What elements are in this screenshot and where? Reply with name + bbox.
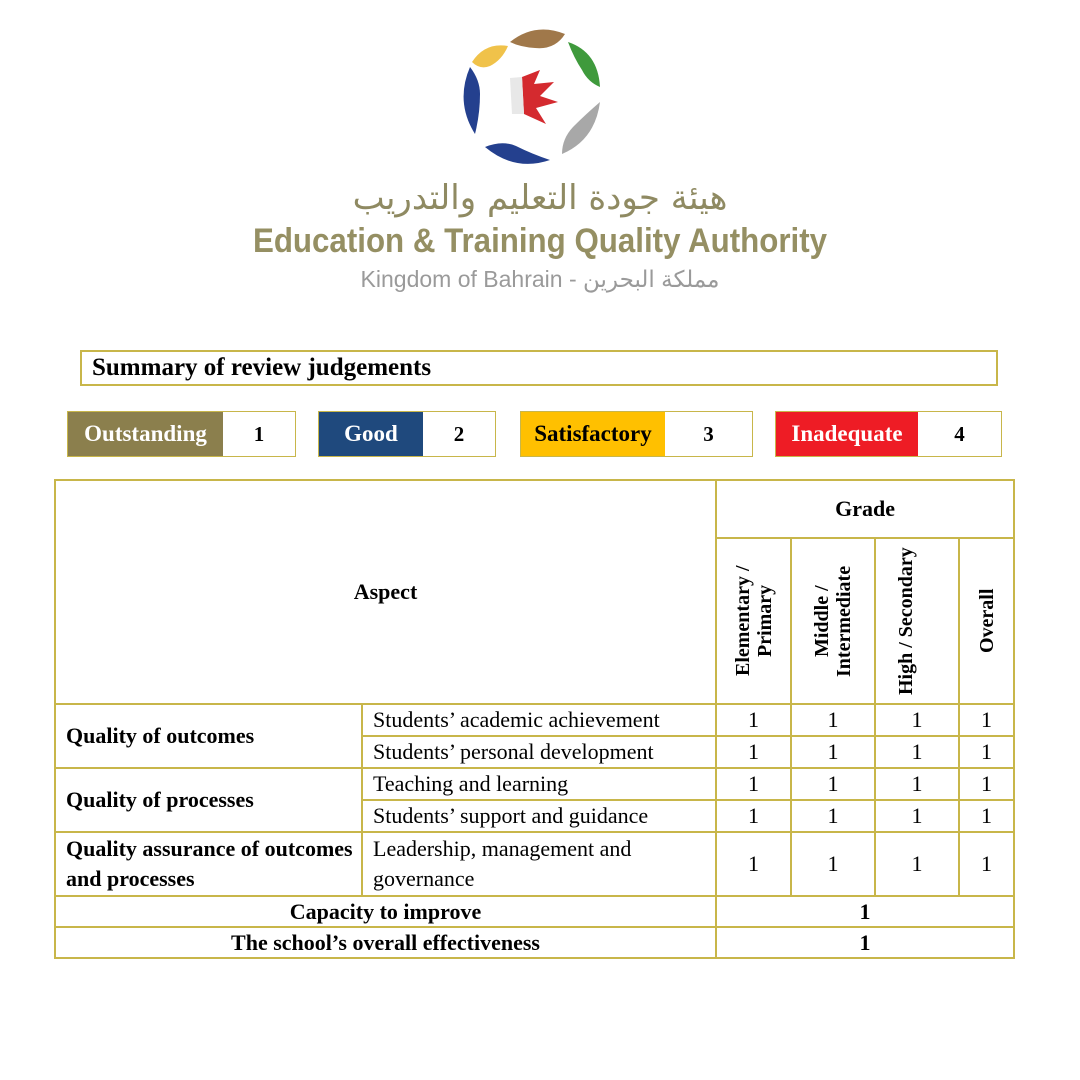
org-name-arabic: هيئة جودة التعليم والتدريب (352, 178, 728, 218)
grade-cell: 1 (791, 768, 875, 800)
column-header (791, 538, 875, 704)
summary-title: Summary of review judgements (80, 350, 998, 386)
grade-header: Grade (716, 480, 1014, 538)
aspect-group: Quality of processes (55, 768, 362, 832)
column-header-label: Elementary / Primary (731, 565, 776, 677)
grade-cell: 1 (716, 800, 791, 832)
aspect-row-label: Students’ academic achievement (362, 704, 716, 736)
aspect-group: Quality assurance of outcomes and processes (55, 832, 362, 896)
review-judgements-table (54, 479, 1015, 959)
grade-cell: 1 (716, 832, 791, 896)
grade-cell: 1 (875, 704, 959, 736)
grade-key-label: Outstanding (68, 412, 223, 456)
grade-key-label: Good (319, 412, 423, 456)
grade-cell: 1 (959, 832, 1014, 896)
grade-cell: 1 (791, 704, 875, 736)
aspect-header: Aspect (55, 480, 716, 704)
aspect-row-label: Students’ personal development (362, 736, 716, 768)
grade-key-label: Satisfactory (521, 412, 665, 456)
capacity-grade: 1 (716, 896, 1014, 927)
overall-effectiveness-grade: 1 (716, 927, 1014, 958)
grade-cell: 1 (875, 768, 959, 800)
aspect-row-label: Teaching and learning (362, 768, 716, 800)
capacity-label: Capacity to improve (55, 896, 716, 927)
grade-key-inadequate (775, 411, 1002, 457)
grade-key-value: 3 (703, 421, 714, 446)
column-header-label: Middle / Intermediate (811, 565, 856, 677)
overall-effectiveness-label: The school’s overall effectiveness (55, 927, 716, 958)
grade-key-value: 1 (253, 421, 265, 446)
authority-logo (450, 22, 620, 172)
grade-key-value: 2 (453, 421, 465, 446)
grade-cell: 1 (875, 800, 959, 832)
aspect-row-label: Leadership, management and governance (362, 832, 716, 896)
grade-key-outstanding (67, 411, 296, 457)
grade-cell: 1 (791, 832, 875, 896)
column-header-label: Overall (975, 588, 998, 654)
aspect-group: Quality of outcomes (55, 704, 362, 768)
grade-cell: 1 (875, 832, 959, 896)
grade-key-value: 4 (954, 421, 965, 446)
column-header (716, 538, 791, 704)
grade-cell: 1 (716, 736, 791, 768)
grade-cell: 1 (791, 800, 875, 832)
grade-cell: 1 (959, 704, 1014, 736)
column-header (959, 538, 1014, 704)
grade-cell: 1 (959, 800, 1014, 832)
grade-cell: 1 (875, 736, 959, 768)
grade-key-good (318, 411, 496, 457)
grade-cell: 1 (959, 736, 1014, 768)
org-subtitle: Kingdom of Bahrain - مملكة البحرين (360, 266, 720, 292)
org-name-english: Education & Training Quality Authority (252, 222, 828, 260)
grade-cell: 1 (716, 704, 791, 736)
column-header-label: High / Secondary (895, 547, 918, 695)
grade-cell: 1 (959, 768, 1014, 800)
grade-key-label: Inadequate (776, 412, 918, 456)
column-header (875, 538, 959, 704)
aspect-row-label: Students’ support and guidance (362, 800, 716, 832)
grade-cell: 1 (791, 736, 875, 768)
grade-cell: 1 (716, 768, 791, 800)
grade-key-satisfactory (520, 411, 753, 457)
